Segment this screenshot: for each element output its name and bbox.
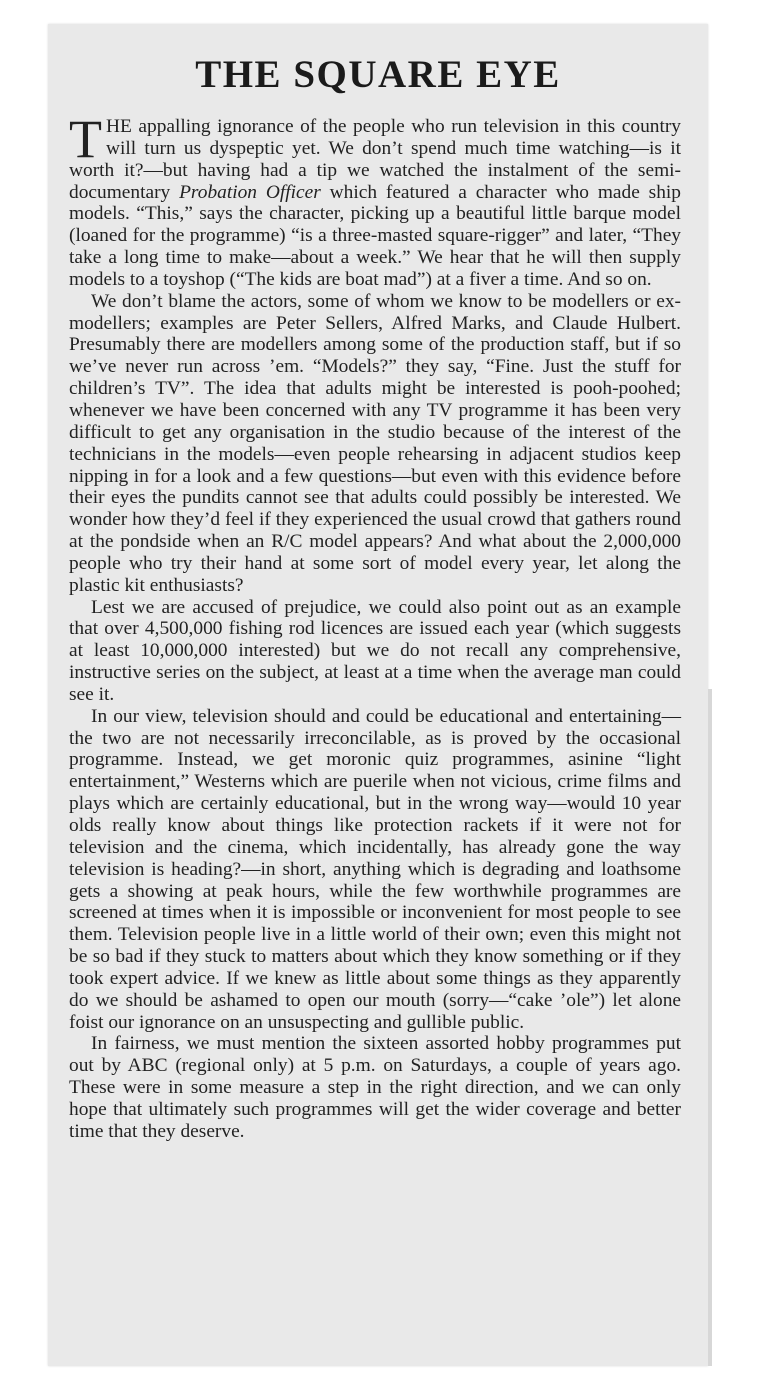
programme-title: Probation Officer: [179, 181, 321, 203]
paragraph-4: In our view, television should and could be educational and entertaining—the two are not necessarily irreconcilable, as is proved by the occasional programme. Instead, we get moronic quiz programmes, asinine “light entertainment,” Westerns which are puerile when not vicious, crime films and plays which are certainly educational, but in the wrong way—would 10 year olds really know about things like protection rackets if it were not for television and the cinema, which incidentally, has already gone the way television is heading?—in short, anything which is degrading and loathsome gets a showing at peak hours, while the few worthwhile programmes are screened at times when it is impossible or inconvenient for most people to see them. Television people live in a little world of their own; even this might not be so bad if they stuck to matters about which they know something or if they took expert advice. If we knew as little about some things as they apparently do we should be ashamed to open our mouth (sorry—“cake ’ole”) let alone foist our ignorance on an unsuspecting and gullible public.: [69, 705, 681, 1033]
paragraph-1: [69, 109, 681, 291]
page-edge-shadow: [708, 689, 712, 1366]
drop-cap: T: [69, 109, 102, 169]
paragraph-5: In fairness, we must mention the sixteen assorted hobby programmes put out by ABC (regional only) at 5 p.m. on Saturdays, a couple of years ago. These were in some measure a step in the right direction, and we can only hope that ultimately such programmes will get the wider coverage and better time that they deserve.: [69, 1033, 681, 1142]
paragraph-1-text-a: appalling ignorance of the people who run television in this country will turn us dyspeptic yet. We don’t spend much time watching—is it worth it?—but having had a tip we watched the instalment of the semi-documentary: [69, 116, 681, 203]
lead-in-text: HE: [106, 116, 132, 137]
article-title: THE SQUARE EYE: [195, 53, 561, 96]
paragraph-1-text-b: which featured a character who made ship models. “This,” says the character, picking up a beautiful little barque model (loaned for the programme) “is a three-masted square-rigger” and later, “They take a long time to make—about a week.” We hear that he will then supply models to a toyshop (“The kids are boat mad”) at a fiver a time. And so on.: [69, 181, 681, 290]
article-page: [48, 24, 708, 1366]
article-body: [69, 109, 681, 1143]
paragraph-3: Lest we are accused of prejudice, we could also point out as an example that over 4,500,000 fishing rod licences are issued each year (which suggests at least 10,000,000 interested) but we do not recall any comprehensive, instructive series on the subject, at least at a time when the average man could see it.: [69, 596, 681, 705]
paragraph-2: We don’t blame the actors, some of whom we know to be modellers or ex-modellers; examples are Peter Sellers, Alfred Marks, and Claude Hulbert. Presumably there are modellers among some of the production staff, but if so we’ve never run across ’em. “Models?” they say, “Fine. Just the stuff for children’s TV”. The idea that adults might be interested is pooh-poohed; whenever we have been concerned with any TV programme it has been very difficult to get any organisation in the studio because of the interest of the technicians in the models—even people rehearsing in adjacent studios keep nipping in for a look and a few questions—but even with this evidence before their eyes the pundits cannot see that adults could possibly be interested. We wonder how they’d feel if they experienced the usual crowd that gathers round at the pondside when an R/C model appears? And what about the 2,000,000 people who try their hand at some sort of model every year, let along the plastic kit enthusiasts?: [69, 290, 681, 596]
